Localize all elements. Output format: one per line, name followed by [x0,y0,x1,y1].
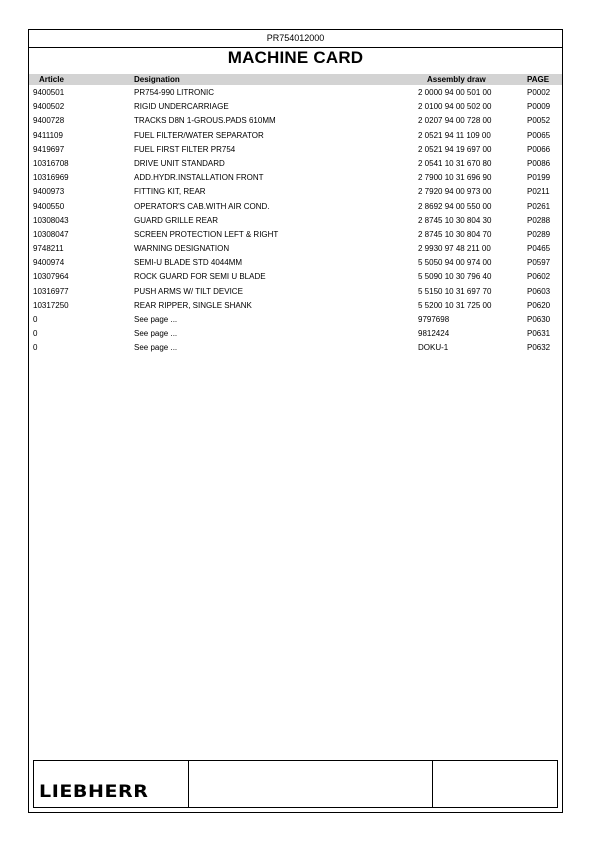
table-row [29,287,562,301]
table-row [29,145,562,159]
table-row [29,131,562,145]
designation-cell: GUARD GRILLE REAR [134,215,219,225]
table-row [29,272,562,286]
page-cell: P0630 [527,315,551,324]
article-cell: 9411109 [33,130,63,140]
designation-cell: See page ... [134,315,178,324]
designation-cell: SCREEN PROTECTION LEFT & RIGHT [134,229,279,239]
page-cell: P0632 [527,343,551,353]
table-row [29,116,562,130]
assembly-draw-cell: 9812424 [418,329,450,339]
designation-cell: OPERATOR'S CAB.WITH AIR COND. [134,201,270,211]
table-row [29,187,562,201]
page-cell: P0009 [527,102,551,112]
table-row [29,216,562,230]
table-row [29,244,562,258]
assembly-draw-cell: 2 0521 94 19 697 00 [418,144,492,154]
page-cell: P0086 [527,158,551,168]
table-row [29,102,562,116]
designation-cell: DRIVE UNIT STANDARD [134,158,225,168]
article-cell: 10308043 [33,215,69,225]
article-cell: 9400974 [33,258,65,268]
page-cell: P0289 [527,229,551,239]
article-cell: 9400550 [33,201,65,211]
table-header [29,74,562,85]
table-row [29,202,562,216]
page-cell: P0211 [527,187,550,197]
article-cell: 9748211 [33,244,64,254]
designation-cell: ADD.HYDR.INSTALLATION FRONT [134,173,264,183]
page-cell: P0261 [527,201,551,211]
table-row [29,258,562,272]
designation-cell: FITTING KIT, REAR [134,187,206,197]
parts-table-body [29,88,562,358]
designation-cell: WARNING DESIGNATION [134,244,230,254]
designation-cell: FUEL FILTER/WATER SEPARATOR [134,130,264,140]
designation-cell: RIGID UNDERCARRIAGE [134,102,229,112]
article-cell: 10307964 [33,272,69,282]
page-cell: P0065 [527,130,551,140]
logo-cell [34,761,189,807]
title-block [33,760,558,808]
assembly-draw-cell: 2 9930 97 48 211 00 [418,244,491,254]
page-cell: P0465 [527,244,551,254]
assembly-draw-cell: 2 0207 94 00 728 00 [418,116,492,126]
designation-cell: FUEL FIRST FILTER PR754 [134,144,236,154]
page-cell: P0620 [527,300,551,310]
table-row [29,173,562,187]
article-cell: 9400728 [33,116,65,126]
assembly-draw-cell: 2 0000 94 00 501 00 [418,88,492,97]
page-title: MACHINE CARD [227,48,364,67]
assembly-draw-cell: DOKU-1 [418,343,449,353]
designation-cell: TRACKS D8N 1-GROUS.PADS 610MM [134,116,276,126]
column-header-article: Article [39,75,64,84]
page-cell: P0597 [527,258,551,268]
assembly-draw-cell: 2 8745 10 30 804 30 [418,215,492,225]
article-cell: 9419697 [33,144,65,154]
article-cell: 10316977 [33,286,69,296]
assembly-draw-cell: 2 7920 94 00 973 00 [418,187,492,197]
designation-cell: PUSH ARMS W/ TILT DEVICE [134,286,243,296]
article-cell: 10316969 [33,173,69,183]
table-row [29,315,562,329]
page-cell: P0288 [527,215,551,225]
column-header-assembly-draw: Assembly draw [427,75,486,84]
table-row [29,159,562,173]
assembly-draw-cell: 2 8745 10 30 804 70 [418,229,492,239]
liebherr-logo: LIEBHERR [39,782,149,802]
table-row [29,88,562,102]
page-cell: P0066 [527,144,551,154]
designation-cell: SEMI-U BLADE STD 4044MM [134,258,243,268]
page-cell: P0199 [527,173,551,183]
assembly-draw-cell: 2 0541 10 31 670 80 [418,158,492,168]
assembly-draw-cell: 5 5090 10 30 796 40 [418,272,492,282]
assembly-draw-cell: 2 8692 94 00 550 00 [418,201,492,211]
table-row [29,343,562,357]
designation-cell: See page ... [134,329,178,339]
article-cell: 9400502 [33,102,65,112]
article-cell: 9400973 [33,187,65,197]
article-cell: 10316708 [33,158,69,168]
assembly-draw-cell: 5 5050 94 00 974 00 [418,258,492,268]
assembly-draw-cell: 2 7900 10 31 696 90 [418,173,492,183]
title-block-middle-cell [188,761,433,807]
assembly-draw-cell: 2 0100 94 00 502 00 [418,102,492,112]
assembly-draw-cell: 5 5200 10 31 725 00 [418,300,492,310]
article-cell: 0 [33,315,38,324]
table-row [29,329,562,343]
assembly-draw-cell: 5 5150 10 31 697 70 [418,286,492,296]
page-cell: P0002 [527,88,551,97]
document-number: PR754012000 [29,30,562,48]
designation-cell: See page ... [134,343,178,353]
article-cell: 9400501 [33,88,65,97]
article-cell: 0 [33,329,38,339]
article-cell: 0 [33,343,38,353]
machine-card-page [28,29,563,813]
page-cell: P0603 [527,286,551,296]
table-row [29,301,562,315]
table-row [29,230,562,244]
page-cell: P0602 [527,272,551,282]
page-cell: P0631 [527,329,551,339]
assembly-draw-cell: 2 0521 94 11 109 00 [418,130,491,140]
column-header-designation: Designation [134,75,180,84]
designation-cell: REAR RIPPER, SINGLE SHANK [134,300,252,310]
page-cell: P0052 [527,116,551,126]
article-cell: 10317250 [33,300,69,310]
column-header-page: PAGE [527,75,550,84]
assembly-draw-cell: 9797698 [418,315,450,324]
designation-cell: PR754-990 LITRONIC [134,88,215,97]
designation-cell: ROCK GUARD FOR SEMI U BLADE [134,272,266,282]
article-cell: 10308047 [33,229,69,239]
